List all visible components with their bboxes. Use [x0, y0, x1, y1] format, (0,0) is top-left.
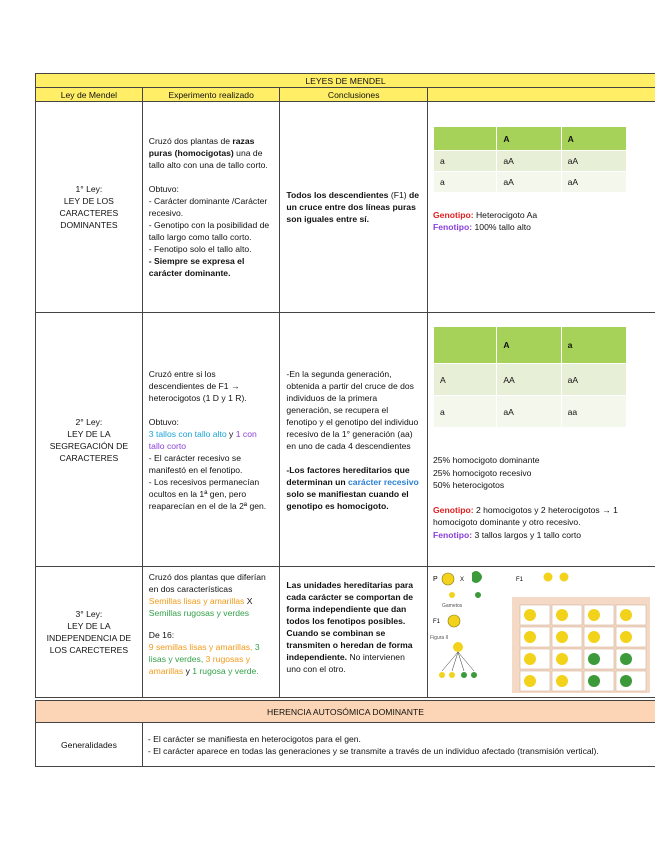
- ley1-fenotipo: Fenotipo: 100% tallo alto: [433, 222, 531, 232]
- header-ley: Ley de Mendel: [36, 88, 143, 102]
- header-empty: [428, 88, 655, 102]
- generalidades-label: Generalidades: [36, 723, 143, 767]
- pea-icon: [556, 675, 568, 687]
- ley3-conclusion: Las unidades hereditarias para cada carácter se comportan de forma independiente que dan todos los fenotipos posibles. Cuando se combinan se transmiten o heredan de forma independiente. No intervienen uno con el otro.: [280, 567, 428, 698]
- ley2-genotipo: Genotipo: 2 homocigotos y 2 heterocigotos → 1 homocigoto dominante y otro recesivo.: [433, 504, 618, 527]
- punnett-square-2: A a A AA aA a aA aa: [433, 326, 627, 428]
- pea-icon: [524, 631, 536, 643]
- p-label: P: [433, 576, 438, 583]
- generalidades-text: - El carácter se manifiesta en heterocigotos para el gen. - El carácter aparece en todas las generaciones y se transmite a través de un individuo afectado (transmisión vertical).: [142, 723, 655, 767]
- ley1-conclusion: Todos los descendientes (F1) de un cruce entre dos líneas puras son iguales entre sí.: [280, 102, 428, 313]
- ley2-experimento: Cruzó entre si los descendientes de F1 → heterocigotos (1 D y 1 R). Obtuvo: 3 tallos con tallo alto y 1 con tallo corto - El carácter recesivo se manifestó en el fenotipo. - Los recesivos permanecían ocultos en la 1ª gen, pero reaparecían en el de la 2ª gen.: [142, 313, 280, 567]
- ley2-fenotipo: Fenotipo: 3 tallos largos y 1 tallo corto: [433, 529, 582, 540]
- pea-icon: [524, 609, 536, 621]
- pea-icon: [588, 609, 600, 621]
- pea-icon: [556, 653, 568, 665]
- gametes-label: Gametos: [442, 603, 463, 609]
- herencia-title: HERENCIA AUTOSÓMICA DOMINANTE: [36, 701, 655, 723]
- mendel-table: [35, 73, 655, 698]
- ley1-results: [428, 102, 655, 313]
- punnett-square-1: A A a aA aA a aA aA: [433, 126, 627, 193]
- header-experimento: Experimento realizado: [142, 88, 280, 102]
- figure-label: Figura II: [430, 635, 449, 641]
- ley1-genotipo: Genotipo: Heterocigoto Aa: [433, 210, 538, 220]
- ley3-experimento: Cruzó dos plantas que diferían en dos características Semillas lisas y amarillas X Semillas rugosas y verdes De 16: 9 semillas lisas y amarillas, 3 lisas y verdes, 3 rugosas y amarillas y 1 rugosa y verde.: [142, 567, 280, 698]
- ley1-experimento: Cruzó dos plantas de razas puras (homocigotas) una de tallo alto con una de tallo corto. Obtuvo: - Carácter dominante /Carácter recesivo. - Genotipo con la posibilidad de tallo largo como tallo corto. - Fenotipo solo el tallo alto. - Siempre se expresa el carácter dominante.: [142, 102, 280, 313]
- pea-icon: [620, 631, 632, 643]
- pea-icon: [556, 631, 568, 643]
- ley1-name: 1° Ley: LEY DE LOS CARACTERES DOMINANTES: [36, 102, 143, 313]
- pea-icon: [588, 675, 600, 687]
- dihybrid-cross-figure: [428, 567, 654, 695]
- ley2-name: 2° Ley: LEY DE LA SEGREGACIÓN DE CARACTERES: [36, 313, 143, 567]
- f1-label-right: F1: [516, 577, 524, 583]
- header-conclusiones: Conclusiones: [280, 88, 428, 102]
- pea-icon: [620, 609, 632, 621]
- pea-icon: [588, 653, 600, 665]
- table-title: LEYES DE MENDEL: [36, 74, 655, 88]
- ley2-results: A a A AA aA a aA aa 25% homocigoto dominante 25% homocigoto recesivo 50% heterocigotos Genotipo: 2 homocigotos y 2 heterocigotos → 1 homocigoto dominante y otro recesivo. Fenotipo: 3 tallos largos y 1 tallo corto: [428, 313, 655, 567]
- pea-icon: [524, 675, 536, 687]
- yellow-pea-icon: [442, 573, 454, 585]
- ley3-figure: [428, 567, 655, 698]
- ley2-conclusion: -En la segunda generación, obtenida a partir del cruce de dos individuos de la primera generación, se recupera el fenotipo y el genotipo del individuo recesivo de la 1° generación (aa) en uno de cada 4 descendientes -Los factores hereditarios que determinan un carácter recesivo solo se manifiestan cuando el genotipo es homocigoto.: [280, 313, 428, 567]
- ley3-name: 3° Ley: LEY DE LA INDEPENDENCIA DE LOS CARECTERES: [36, 567, 143, 698]
- pea-icon: [620, 653, 632, 665]
- cross-label: X: [460, 577, 465, 583]
- pea-icon: [588, 631, 600, 643]
- pea-icon: [556, 609, 568, 621]
- f1-label-left: F1: [433, 619, 441, 625]
- pea-icon: [524, 653, 536, 665]
- pea-icon: [620, 675, 632, 687]
- herencia-table: [35, 700, 655, 767]
